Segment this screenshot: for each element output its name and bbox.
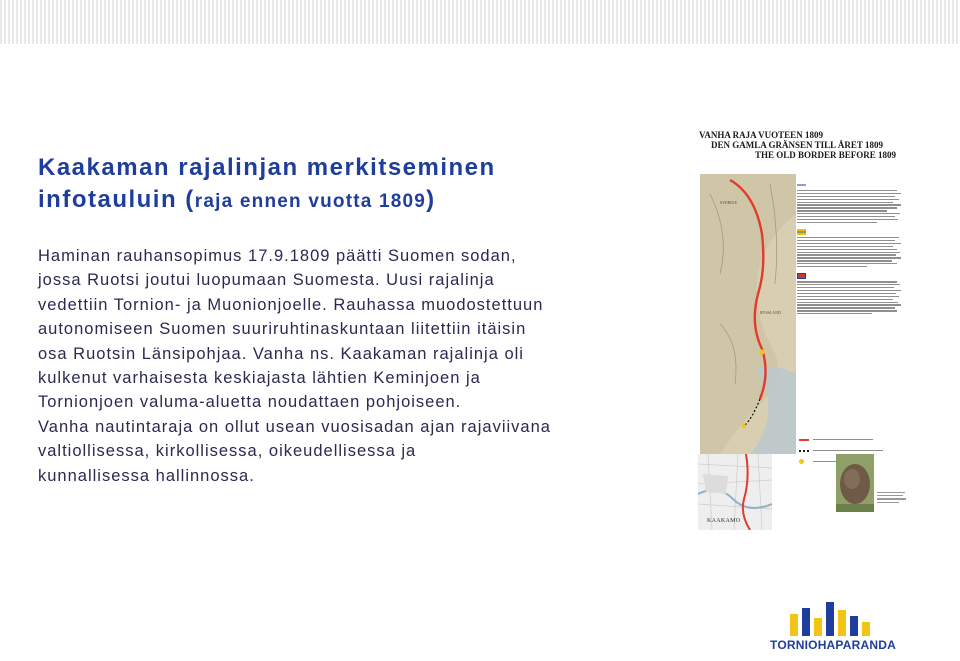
historic-map [700,174,796,454]
uk-flag-icon [797,273,806,279]
swedish-text-block [797,237,907,267]
kaakamo-label: KAAKAMO [707,518,741,524]
body-line: autonomiseen Suomen suuriruhtinaskuntaan liitettiin itäisin [38,320,527,339]
infoboard-text-columns [797,176,907,316]
heading-en: THE OLD BORDER BEFORE 1809 [755,150,897,160]
body-line: valtiollisessa, kirkollisessa, oikeudellisessa ja [38,442,417,461]
svg-text:RYSSLAND: RYSSLAND [760,310,781,315]
body-line: Vanha nautintaraja on ollut usean vuosisadan ajan rajaviivana [38,417,551,436]
heading-fi: VANHA RAJA VUOTEEN 1809 [699,130,823,140]
body-line: Tornionjoen valuma-aluetta noudattaen pohjoiseen. [38,393,462,412]
english-text-block [797,281,907,314]
infoboard-heading [697,130,907,160]
page-title [38,152,678,218]
body-line: vedettiin Tornion- ja Muonionjoelle. Rauhassa muodostettuun [38,295,544,314]
title-line-1: Kaakaman rajalinjan merkitseminen [38,154,496,181]
top-stripe-decoration [0,0,960,44]
svg-text:SVERIGE: SVERIGE [720,200,737,205]
heading-se: DEN GAMLA GRÄNSEN TILL ÅRET 1809 [711,140,883,150]
stone-caption-text [877,490,907,505]
torniohaparanda-logo [758,600,908,655]
body-line: osa Ruotsin Länsipohjaa. Vanha ns. Kaakaman rajalinja oli [38,344,524,363]
body-line: kulkenut varhaisesta keskiajasta lähtien Keminjoen ja [38,369,481,388]
finnish-text-block [797,190,907,223]
sweden-flag-icon [797,229,806,235]
title-subtitle: raja ennen vuotta 1809 [194,191,427,212]
title-line-2 [38,186,436,213]
body-line: jossa Ruotsi joutui luopumaan Suomesta. Uusi rajalinja [38,271,495,290]
body-line: Haminan rauhansopimus 17.9.1809 päätti Suomen sodan, [38,247,517,265]
title-line-2-main: infotauluin ( [38,186,195,213]
infoboard-image [697,130,907,540]
finland-flag-icon [797,182,806,188]
logo-bars-icon [788,600,878,638]
body-line: kunnallisessa hallinnossa. [38,466,255,485]
logo-wordmark: TORNIOHAPARANDA [770,638,896,652]
legend-row-red [799,434,907,445]
title-line-2-end: ) [426,186,436,213]
boundary-stone-photo [836,454,874,512]
body-paragraph [38,244,638,488]
